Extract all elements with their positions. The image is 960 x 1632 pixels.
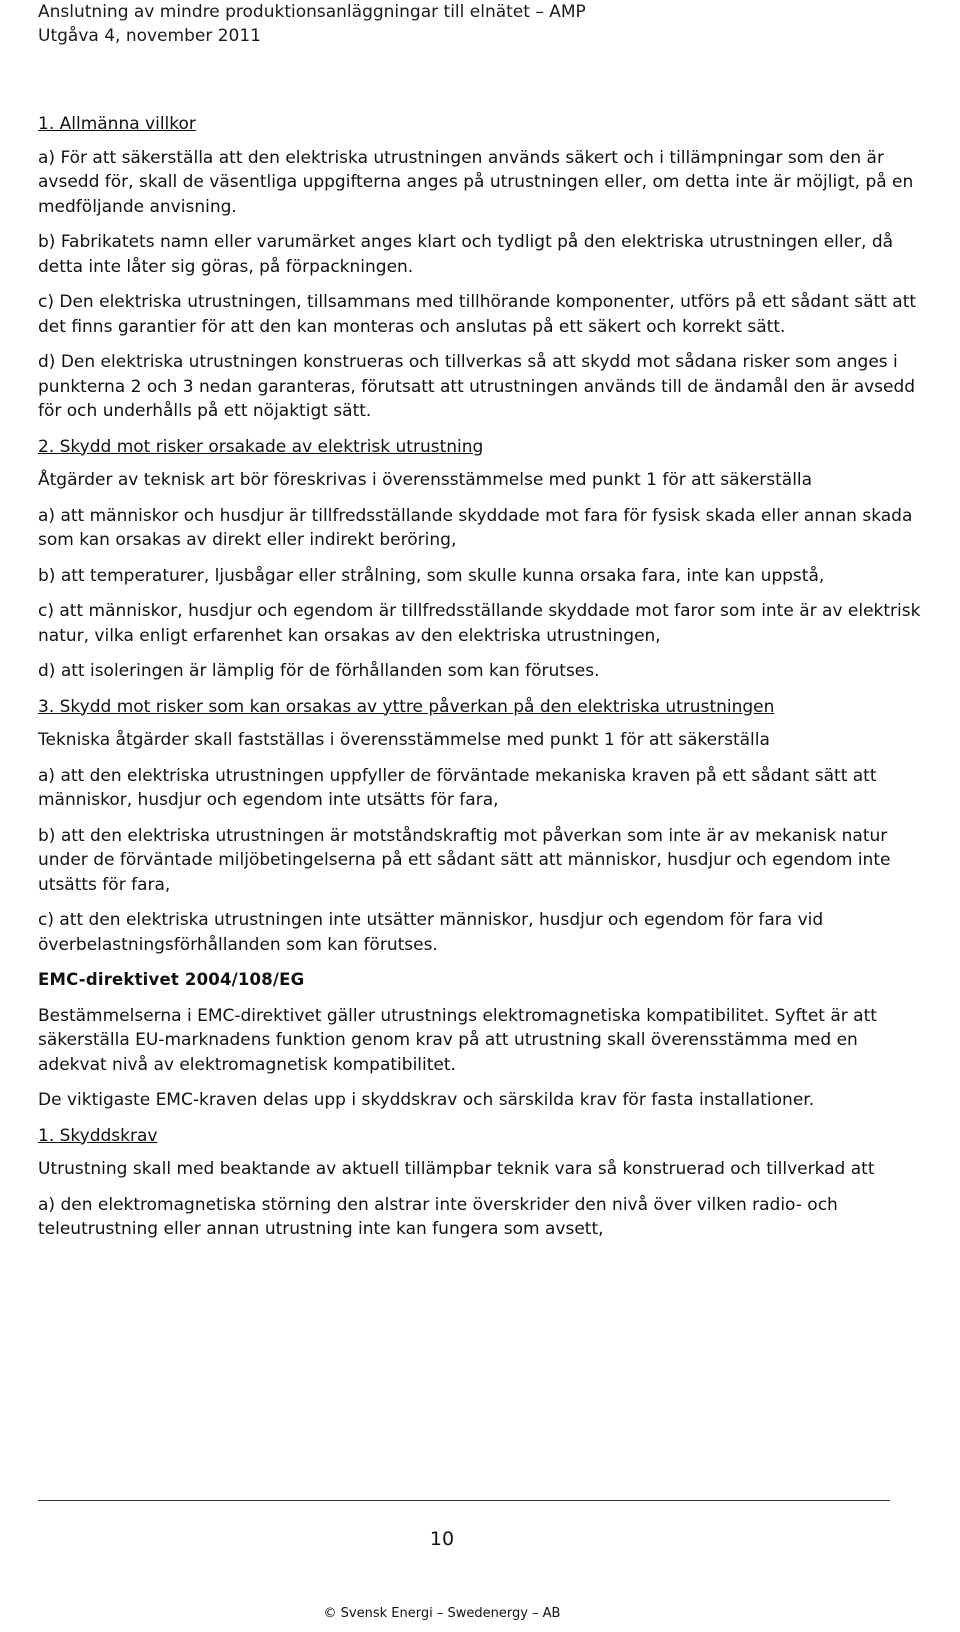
paragraph-protection-intro: Utrustning skall med beaktande av aktuell tillämpbar teknik vara så konstruerad och tillverkad att: [38, 1159, 875, 1179]
paragraph-2b: b) att temperaturer, ljusbågar eller strålning, som skulle kunna orsaka fara, inte kan uppstå,: [38, 565, 825, 586]
paragraph-emc-requirements: De viktigaste EMC-kraven delas upp i skyddskrav och särskilda krav för fasta installationer.: [38, 1090, 815, 1110]
section-heading-protection-requirements: 1. Skyddskrav: [38, 1125, 158, 1146]
section-heading-emc-directive: EMC-direktivet 2004/108/EG: [38, 970, 305, 989]
section-heading-external-risks: 3. Skydd mot risker som kan orsakas av yttre påverkan på den elektriska utrustningen: [38, 696, 775, 717]
header-title: Anslutning av mindre produktionsanläggningar till elnätet – AMP: [38, 2, 586, 22]
footer-copyright: © Svensk Energi – Swedenergy – AB: [323, 1606, 561, 1621]
paragraph-3b: b) att den elektriska utrustningen är motståndskraftig mot påverkan som inte är av mekanisk natur under de förväntade miljöbetingelserna på ett sådant sätt att människor, husdjur och egendom inte utsätts för fara,: [38, 825, 891, 895]
page-number: 10: [429, 1528, 455, 1550]
paragraph-3a: a) att den elektriska utrustningen uppfyller de förväntade mekaniska kraven på ett sådant sätt att människor, husdjur och egendom inte utsätts för fara,: [38, 765, 877, 810]
document-body: [38, 112, 928, 1253]
paragraph-emc-intro: Bestämmelserna i EMC-direktivet gäller utrustnings elektromagnetiska kompatibilitet. Syftet är att säkerställa EU-marknadens funktion genom krav på att utrustning skall överensstämma med en adekvat nivå av elektromagnetisk kompatibilitet.: [38, 1005, 877, 1075]
paragraph-2-intro: Åtgärder av teknisk art bör föreskrivas i överensstämmelse med punkt 1 för att säkerställa: [38, 470, 813, 490]
header-edition: Utgåva 4, november 2011: [38, 26, 261, 46]
paragraph-3-intro: Tekniska åtgärder skall fastställas i överensstämmelse med punkt 1 för att säkerställa: [38, 730, 770, 750]
paragraph-protection-a: a) den elektromagnetiska störning den alstrar inte överskrider den nivå över vilken radio- och teleutrustning eller annan utrustning inte kan fungera som avsett,: [38, 1194, 838, 1239]
section-heading-general-terms: 1. Allmänna villkor: [38, 114, 196, 134]
paragraph-2c: c) att människor, husdjur och egendom är tillfredsställande skyddade mot faror som inte är av elektrisk natur, vilka enligt erfarenhet kan orsakas av den elektriska utrustningen,: [38, 601, 921, 646]
paragraph-2d: d) att isoleringen är lämplig för de förhållanden som kan förutses.: [38, 661, 600, 681]
paragraph-1a: a) För att säkerställa att den elektriska utrustningen används säkert och i tillämpningar som den är avsedd för, skall de väsentliga uppgifterna anges på utrustningen eller, om detta inte är möjligt, på en medföljande anvisning.: [38, 147, 914, 217]
paragraph-3c: c) att den elektriska utrustningen inte utsätter människor, husdjur och egendom för fara vid överbelastningsförhållanden som kan förutses.: [38, 910, 824, 955]
paragraph-1d: d) Den elektriska utrustningen konstrueras och tillverkas så att skydd mot sådana risker som anges i punkterna 2 och 3 nedan garanteras, förutsatt att utrustningen används till de ändamål den är avsedd för och underhålls på ett nöjaktigt sätt.: [38, 352, 916, 421]
section-heading-electrical-risks: 2. Skydd mot risker orsakade av elektrisk utrustning: [38, 436, 484, 457]
paragraph-2a: a) att människor och husdjur är tillfredsställande skyddade mot fara för fysisk skada eller annan skada som kan orsakas av direkt eller indirekt beröring,: [38, 505, 913, 550]
document-header: [38, 0, 586, 48]
paragraph-1b: b) Fabrikatets namn eller varumärket anges klart och tydligt på den elektriska utrustningen eller, då detta inte låter sig göras, på förpackningen.: [38, 232, 894, 277]
paragraph-1c: c) Den elektriska utrustningen, tillsammans med tillhörande komponenter, utförs på ett sådant sätt att det finns garantier för att den kan monteras och anslutas på ett säkert och korrekt sätt.: [38, 292, 917, 337]
footer-divider: [38, 1500, 890, 1501]
